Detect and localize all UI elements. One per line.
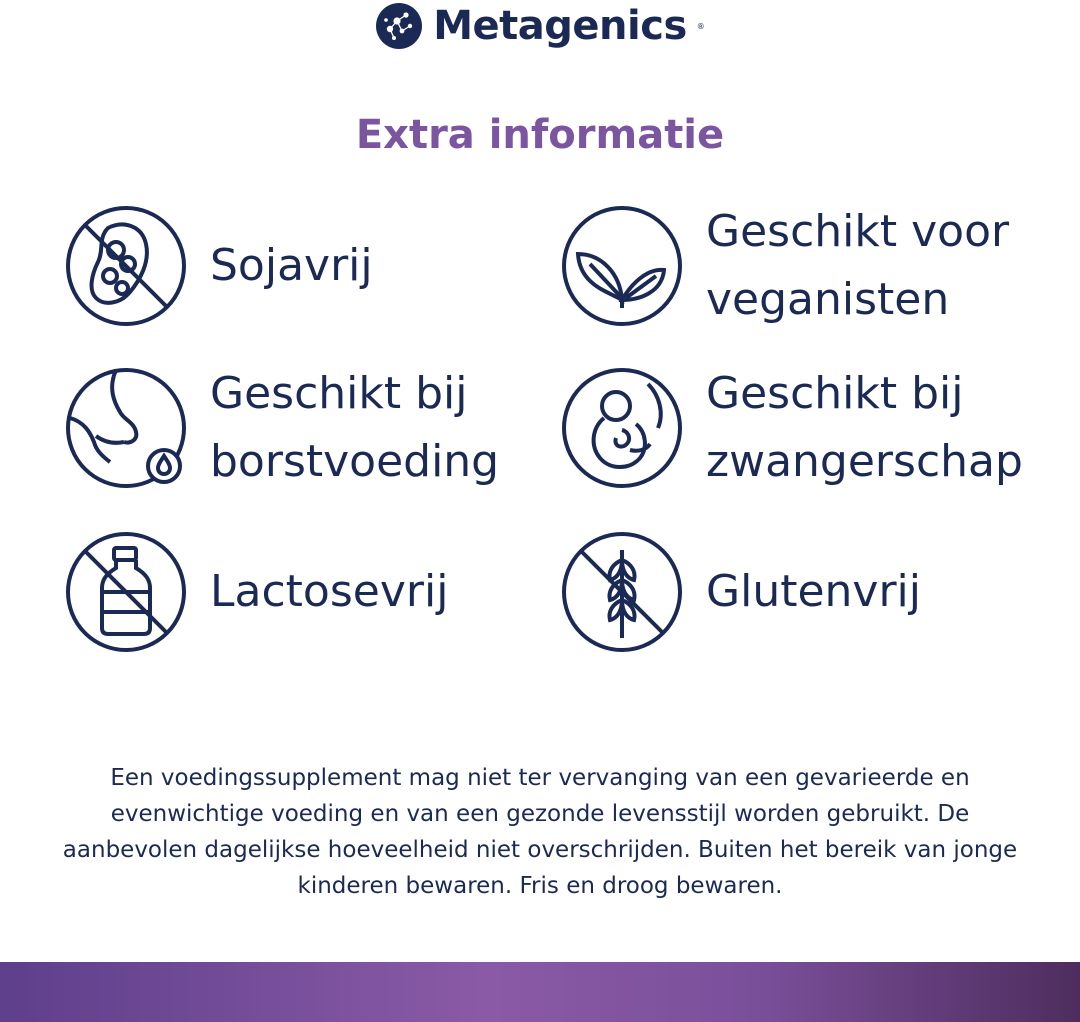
feature-label: Geschikt voor veganisten <box>706 206 1010 325</box>
pregnancy-fetus-icon <box>560 366 684 490</box>
vegan-leaves-icon <box>560 204 684 328</box>
feature-label: Geschikt bij zwangerschap <box>706 368 1023 487</box>
no-soy-icon <box>64 204 188 328</box>
feature-label: Sojavrij <box>210 240 373 291</box>
breastfeeding-icon <box>64 366 188 490</box>
feature-label: Lactosevrij <box>210 566 449 617</box>
brand-name: Metagenics <box>433 3 687 49</box>
feature-gluten-free <box>560 530 921 654</box>
registered-mark: ® <box>696 21 705 31</box>
feature-pregnancy <box>560 366 1023 490</box>
feature-vegan <box>560 204 1009 328</box>
no-gluten-wheat-icon <box>560 530 684 654</box>
bottom-gradient-bar <box>0 962 1080 1022</box>
feature-label: Glutenvrij <box>706 566 921 617</box>
disclaimer-text: Een voedingssupplement mag niet ter vervanging van een gevarieerde en evenwichtige voeding en van een gezonde levensstijl worden gebruikt. De aanbevolen dagelijkse hoeveelheid niet overschrijden. Buiten het bereik van jonge kinderen bewaren. Fris en droog bewaren. <box>62 765 1018 899</box>
feature-breastfeeding <box>64 366 499 490</box>
feature-soy-free <box>64 204 373 328</box>
feature-label: Geschikt bij borstvoeding <box>210 368 500 487</box>
feature-lactose-free <box>64 530 448 654</box>
no-lactose-bottle-icon <box>64 530 188 654</box>
section-title: Extra informatie <box>355 112 725 158</box>
